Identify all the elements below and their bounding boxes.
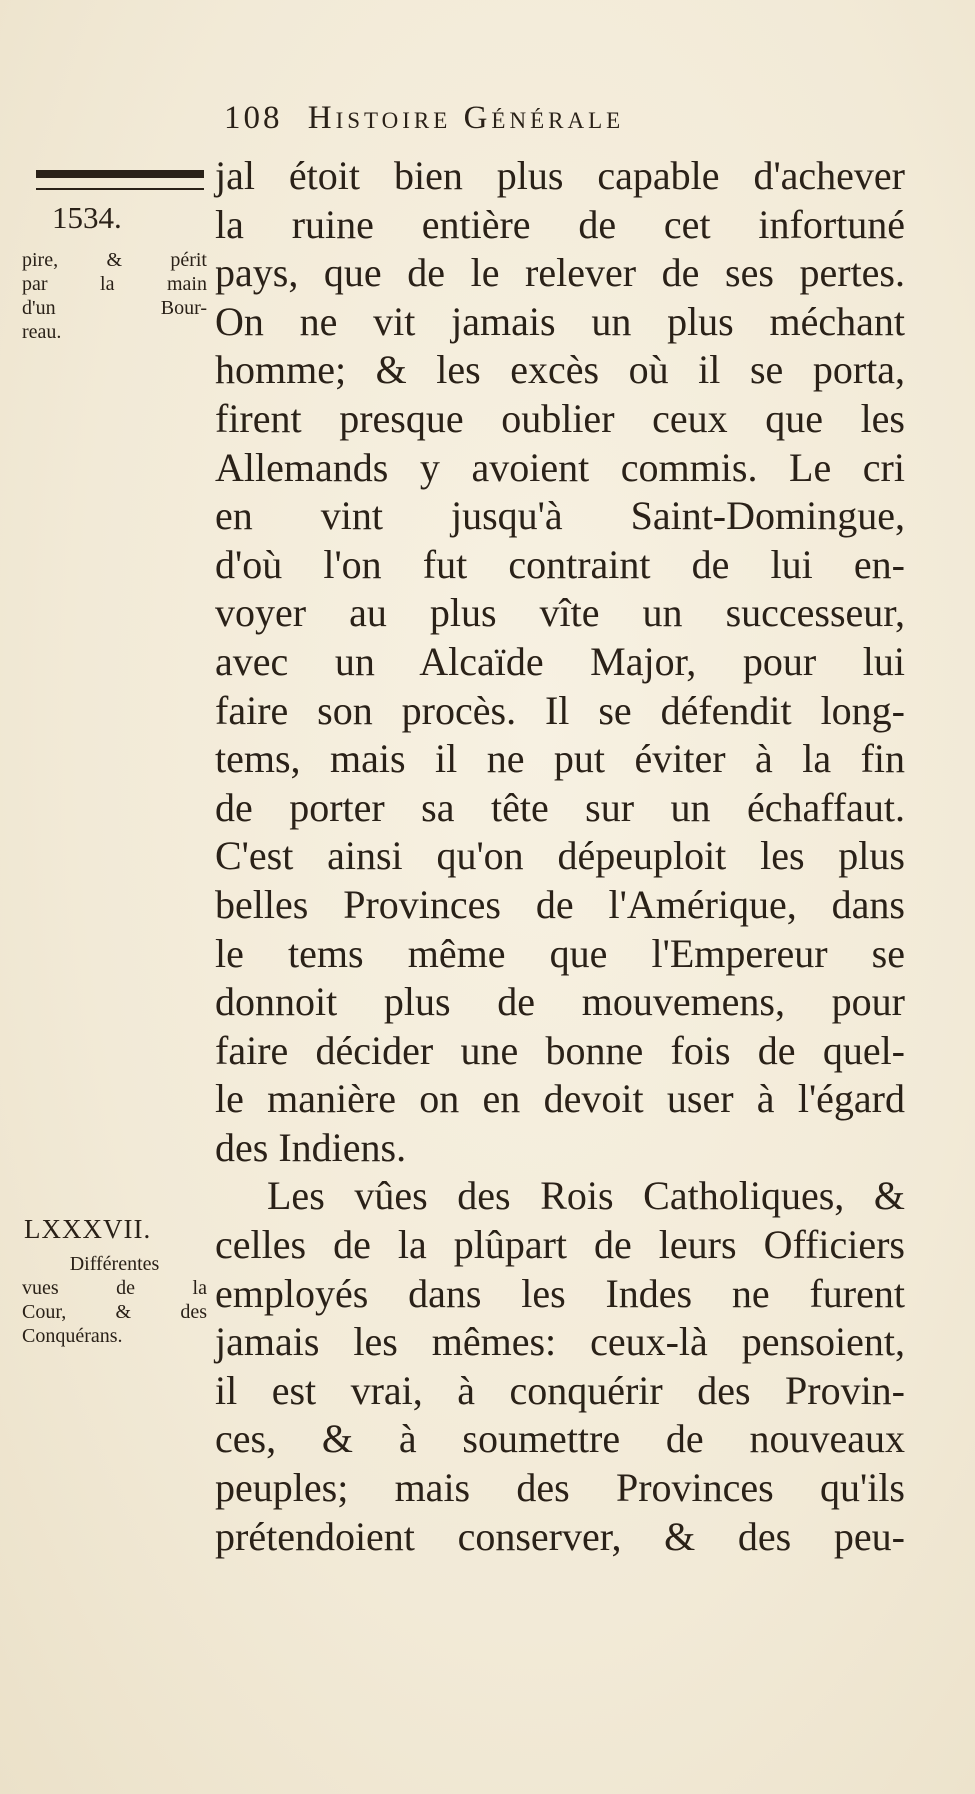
margin-note-line: Différentes bbox=[69, 1253, 160, 1275]
text-line: voyer au plus vîte un successeur, bbox=[215, 590, 905, 636]
text-line: en vint jusqu'à Saint-Domingue, bbox=[215, 493, 905, 539]
margin-note-line: Cour, & des bbox=[22, 1301, 207, 1323]
text-line: donnoit plus de mouvemens, pour bbox=[215, 979, 905, 1025]
margin-note-line: par la main bbox=[22, 273, 207, 295]
text-line: tems, mais il ne put éviter à la fin bbox=[215, 736, 905, 782]
text-line: pays, que de le relever de ses pertes. bbox=[215, 250, 905, 296]
text-line: employés dans les Indes ne furent bbox=[215, 1270, 905, 1316]
text-line: de porter sa tête sur un échaffaut. bbox=[215, 784, 905, 830]
page-number: 108 bbox=[224, 100, 283, 136]
text-line: peuples; mais des Provinces qu'ils bbox=[215, 1465, 905, 1511]
text-line: homme; & les excès où il se porta, bbox=[215, 347, 905, 393]
text-line: la ruine entière de cet infortuné bbox=[215, 201, 905, 247]
text-line: Les vûes des Rois Catholiques, & bbox=[267, 1173, 905, 1219]
text-line: Allemands y avoient commis. Le cri bbox=[215, 444, 905, 490]
margin-note-execution bbox=[22, 248, 207, 344]
text-line: prétendoient conserver, & des peu- bbox=[215, 1513, 905, 1559]
text-line: celles de la plûpart de leurs Officiers bbox=[215, 1222, 905, 1268]
text-line: il est vrai, à conquérir des Provin- bbox=[215, 1367, 905, 1413]
text-line: le manière on en devoit user à l'égard bbox=[215, 1076, 905, 1122]
margin-note-line: Conquérans. bbox=[22, 1325, 123, 1347]
text-line: faire décider une bonne fois de quel- bbox=[215, 1027, 905, 1073]
margin-chapter-number: LXXXVII. bbox=[24, 1214, 152, 1244]
text-line: belles Provinces de l'Amérique, dans bbox=[215, 881, 905, 927]
margin-note-line: vues de la bbox=[22, 1277, 207, 1299]
text-line: firent presque oublier ceux que les bbox=[215, 395, 905, 441]
text-line: C'est ainsi qu'on dépeuploit les plus bbox=[215, 833, 905, 879]
margin-note-views bbox=[22, 1252, 207, 1348]
header-rule-thin bbox=[36, 188, 204, 190]
text-line: avec un Alcaïde Major, pour lui bbox=[215, 638, 905, 684]
text-line: jamais les mêmes: ceux-là pensoient, bbox=[215, 1319, 905, 1365]
header-rule-thick bbox=[36, 170, 204, 178]
text-line: faire son procès. Il se défendit long- bbox=[215, 687, 905, 733]
margin-note-line: pire, & périt bbox=[22, 249, 207, 271]
running-title: Histoire Générale bbox=[307, 100, 625, 136]
body-text bbox=[215, 152, 905, 1561]
text-line: d'où l'on fut contraint de lui en- bbox=[215, 541, 905, 587]
text-line: des Indiens. bbox=[215, 1124, 407, 1170]
margin-note-line: reau. bbox=[22, 321, 62, 343]
text-line: le tems même que l'Empereur se bbox=[215, 930, 905, 976]
text-line: ces, & à soumettre de nouveaux bbox=[215, 1416, 905, 1462]
margin-note-line: d'un Bour- bbox=[22, 297, 207, 319]
margin-year: 1534. bbox=[52, 200, 122, 235]
text-line: jal étoit bien plus capable d'achever bbox=[215, 153, 905, 198]
page-header bbox=[224, 100, 624, 137]
text-line: On ne vit jamais un plus méchant bbox=[215, 298, 905, 344]
